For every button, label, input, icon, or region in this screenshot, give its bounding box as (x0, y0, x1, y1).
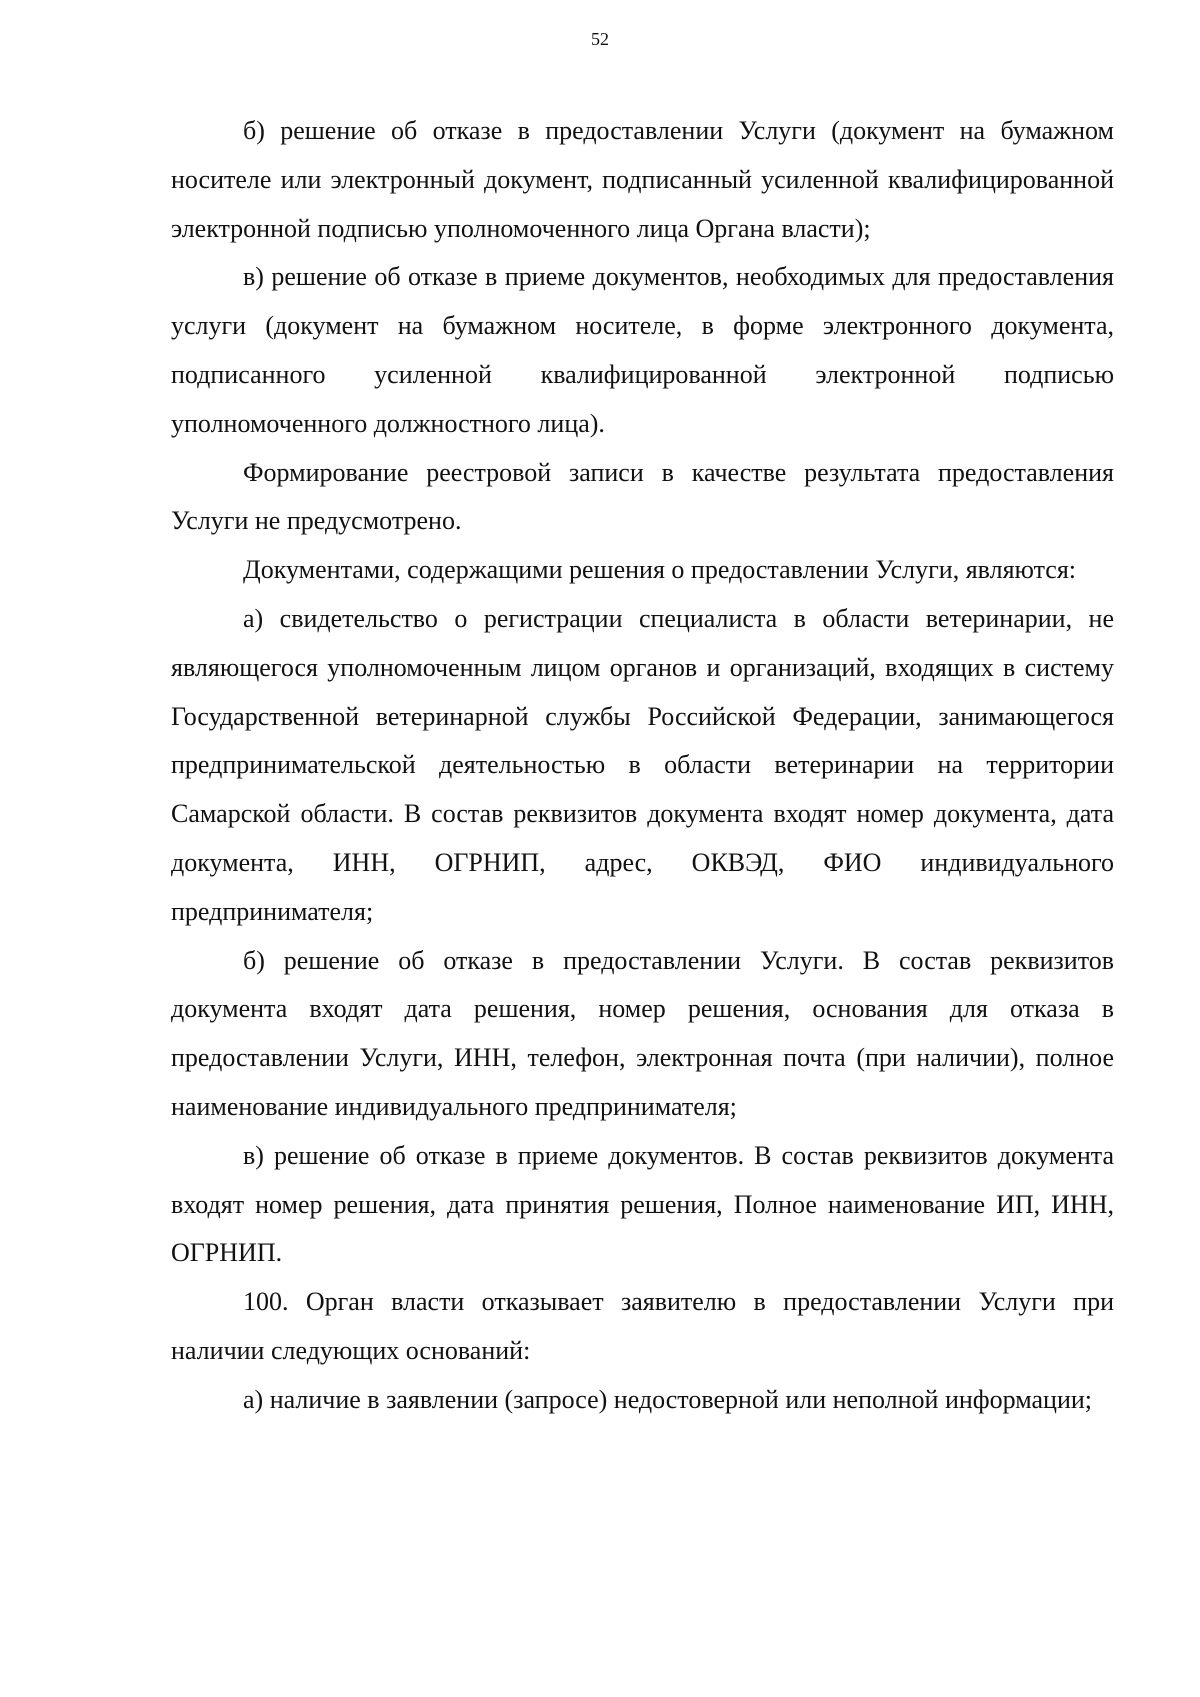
paragraph-refusal-details: б) решение об отказе в предоставлении Услуги. В состав реквизитов документа входят дата решения, номер решения, основания для отказа в предоставлении Услуги, ИНН, телефон, электронная почта (при наличии), полное наименование индивидуального предпринимателя; (171, 945, 1114, 1121)
document-body (171, 107, 1114, 1425)
paragraph-item-100: 100. Орган власти отказывает заявителю в предоставлении Услуги при наличии следующих оснований: (171, 1287, 1114, 1365)
paragraph-refusal-acceptance: в) решение об отказе в приеме документов, необходимых для предоставления услуги (документ на бумажном носителе, в форме электронного документа, подписанного усиленной квалифицированной электронной подписью уполномоченного должностного лица). (171, 262, 1114, 438)
page-number: 52 (591, 29, 609, 49)
paragraph-certificate: а) свидетельство о регистрации специалиста в области ветеринарии, не являющегося уполномоченным лицом органов и организаций, входящих в систему Государственной ветеринарной службы Российской Федерации, занимающегося предпринимательской деятельностью в области ветеринарии на территории Самарской области. В состав реквизитов документа входят номер документа, дата документа, ИНН, ОГРНИП, адрес, ОКВЭД, ФИО индивидуального предпринимателя; (171, 603, 1114, 926)
paragraph-acceptance-refusal-details: в) решение об отказе в приеме документов. В состав реквизитов документа входят номер решения, дата принятия решения, Полное наименование ИП, ИНН, ОГРНИП. (171, 1140, 1114, 1268)
paragraph-registry-record: Формирование реестровой записи в качестве результата предоставления Услуги не предусмотрено. (171, 457, 1114, 536)
paragraph-documents-intro: Документами, содержащими решения о предоставлении Услуги, являются: (243, 555, 1077, 585)
paragraph-ground-a: а) наличие в заявлении (запросе) недостоверной или неполной информации; (243, 1384, 1093, 1414)
paragraph-refusal-decision: б) решение об отказе в предоставлении Услуги (документ на бумажном носителе или электронный документ, подписанный усиленной квалифицированной электронной подписью уполномоченного лица Органа власти); (171, 116, 1114, 243)
